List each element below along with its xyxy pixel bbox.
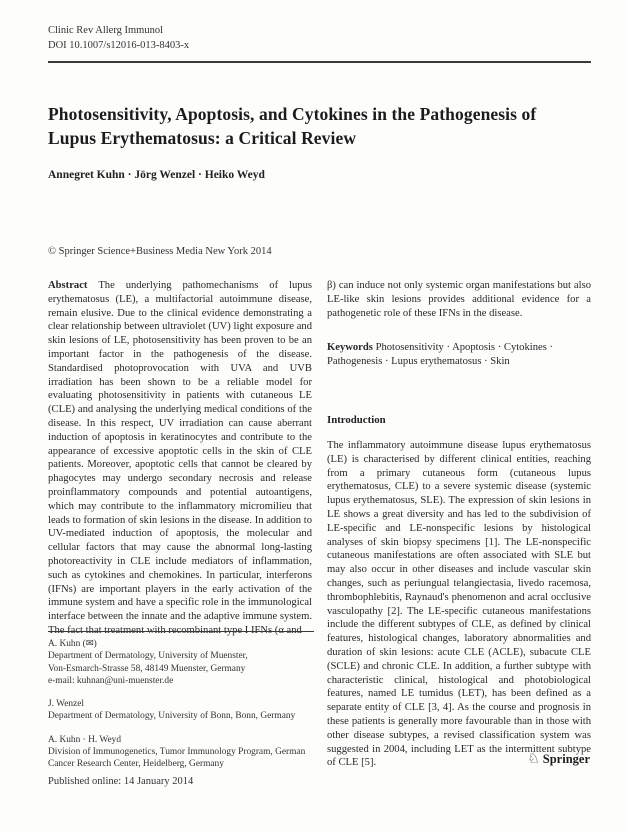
- footnote-corresponding-author: [48, 638, 314, 687]
- springer-logo: [527, 752, 590, 767]
- springer-wordmark: Springer: [542, 752, 590, 766]
- footnote-email: e-mail: kuhnan@uni-muenster.de: [48, 675, 174, 686]
- abstract-label: Abstract: [48, 280, 88, 291]
- footnote-author: J. Wenzel: [48, 699, 85, 710]
- article-title: Photosensitivity, Apoptosis, and Cytokines in the Pathogenesis of Lupus Erythematosus: a Critical Review: [48, 104, 537, 148]
- author-line: Annegret Kuhn · Jörg Wenzel · Heiko Weyd: [48, 169, 265, 181]
- footnote-affiliation-line: Division of Immunogenetics, Tumor Immunology Program, German: [48, 747, 306, 758]
- doi: DOI 10.1007/s12016-013-8403-x: [48, 40, 190, 51]
- footnote-author-wenzel: [48, 698, 314, 723]
- keywords-paragraph: [327, 341, 591, 369]
- footnote-affiliation-line: Department of Dermatology, University of Muenster,: [48, 651, 248, 662]
- keywords-label: Keywords: [327, 342, 373, 354]
- copyright-line: © Springer Science+Business Media New York 2014: [48, 246, 272, 257]
- abstract-paragraph: [48, 279, 312, 638]
- abstract-continuation: β) can induce not only systemic organ manifestations but also LE-like skin lesions provides additional evidence for a pathogenetic role of these IFNs in the disease.: [327, 280, 591, 319]
- footnote-author-kuhn-weyd: [48, 734, 314, 771]
- journal-header: [48, 23, 189, 53]
- footnote-author: A. Kuhn · H. Weyd: [48, 734, 122, 745]
- right-column: [327, 279, 591, 770]
- published-online-date: Published online: 14 January 2014: [48, 776, 194, 787]
- header-divider: [48, 61, 591, 63]
- footnote-author: A. Kuhn (✉): [48, 639, 97, 649]
- abstract-text-col1: The underlying pathomechanisms of lupus erythematosus (LE), a multifactorial autoimmune disease, remain elusive. Due to the clinical evidence demonstrating a clear relationship between ultraviolet (UV) light exposure and skin lesions of LE, photosensitivity has been proven to be an important factor in the pathogenesis of the disease. Standardised photoprovocation with UVA and UVB irradiation has been shown to be a reliable model for evaluating photosensitivity in patients with cutaneous LE (CLE) and analysing the underlying medical conditions of the disease. In this respect, UV irradiation can cause aberrant induction of apoptosis in keratinocytes and contribute to the appearance of excessive apoptotic cells in the skin of CLE patients. Moreover, apoptotic cells that cannot be cleared by phagocytes may undergo secondary necrosis and release proinflammatory compounds and potential autoantigens, which may contribute to the inflammatory micromilieu that leads to formation of skin lesions in the disease. In addition to UV-mediated induction of apoptosis, the molecular and cellular factors that may cause the abnormal long-lasting photoreactivity in CLE include mediators of inflammation, such as cytokines and chemokines. In particular, interferons (IFNs) are important players in the early activation of the immune system and have a specific role in the immunological interface between the innate and the adaptive immune system. The fact that treatment with recombinant type I IFNs (α and: [48, 280, 312, 636]
- left-column: [48, 279, 312, 638]
- affiliations-footnote: [48, 631, 314, 771]
- keywords-text: Photosensitivity · Apoptosis · Cytokines · Pathogenesis · Lupus erythematosus · Skin: [327, 342, 554, 368]
- footnote-affiliation-line: Cancer Research Center, Heidelberg, Germany: [48, 759, 224, 770]
- journal-name: Clinic Rev Allerg Immunol: [48, 25, 164, 36]
- introduction-heading: Introduction: [327, 413, 386, 426]
- springer-knight-icon: ♘: [527, 751, 540, 767]
- introduction-paragraph: The inflammatory autoimmune disease lupus erythematosus (LE) is characterised by different clinical entities, reaching from a primary cutaneous form (cutaneous lupus erythematosus, CLE) to a severe systemic disease (systemic lupus erythematosus, SLE). The expression of skin lesions in LE shows a great diversity and has led to the subdivision of LE-specific and LE-nonspecific lesions by histological analyses of skin biopsy specimens [1]. The LE-nonspecific cutaneous manifestations are often associated with SLE but may also occur in other diseases and include vascular skin changes, such as periungual telangiectasia, livedo racemosa, thrombophlebitis, Raynaud's phenomenon and acral occlusive vasculopathy [2]. The LE-specific cutaneous manifestations include the different subtypes of CLE, as defined by clinical features, histological changes, laboratory abnormalities and duration of skin lesions: acute CLE (ACLE), subacute CLE (SCLE) and chronic CLE. In addition, a further subtype with characteristic clinical, histological and photobiological features, named LE tumidus (LET), has been defined as a separate entity of CLE [3, 4]. As the course and prognosis in these patients is generally more favourable than in those with other disease subtypes, a revised classification system was suggested in 2004, including LET as the intermittent subtype of CLE [5].: [327, 439, 591, 769]
- footnote-affiliation-line: Department of Dermatology, University of Bonn, Bonn, Germany: [48, 711, 296, 722]
- footnote-affiliation-line: Von-Esmarch-Strasse 58, 48149 Muenster, Germany: [48, 663, 246, 674]
